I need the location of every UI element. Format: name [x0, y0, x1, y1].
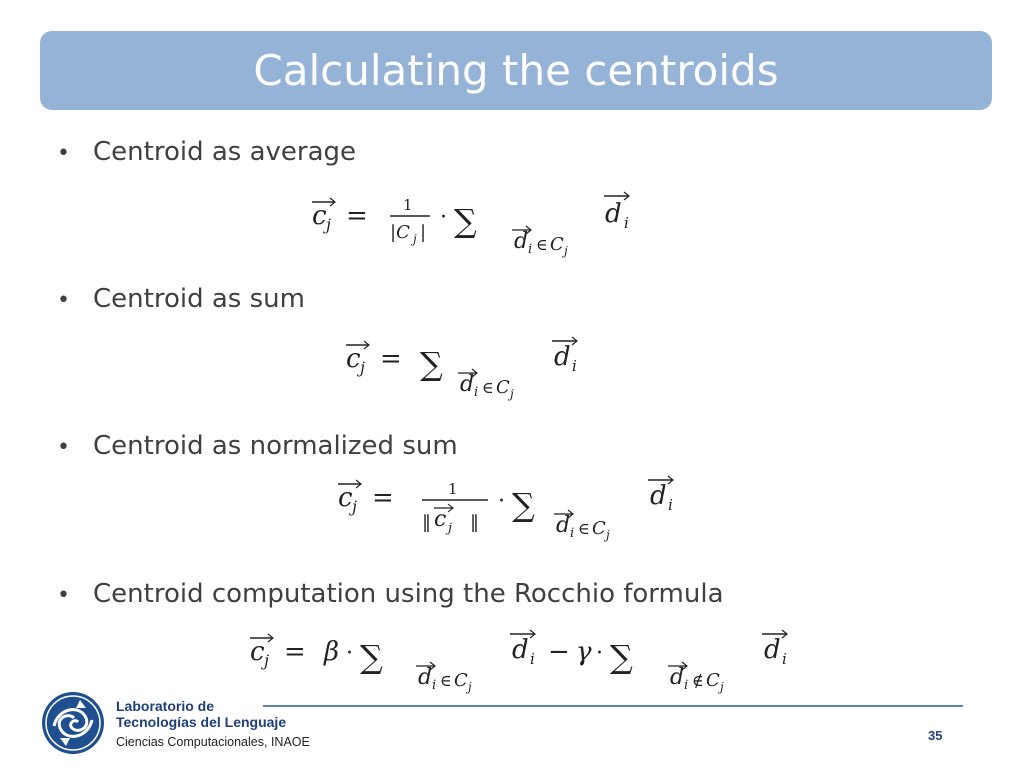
svg-text:j: j [720, 680, 724, 694]
svg-text:‖: ‖ [422, 512, 431, 533]
bullet-centroid-normalized-sum [57, 431, 458, 461]
bullet-text: Centroid as average [93, 137, 357, 167]
svg-text:c: c [250, 637, 265, 667]
bullet-centroid-sum [57, 284, 305, 314]
svg-text:|: | [420, 222, 427, 243]
svg-text:d: d [418, 665, 433, 690]
svg-text:=: = [284, 637, 306, 667]
svg-text:c: c [312, 201, 327, 231]
lab-name [116, 698, 286, 730]
svg-text:j: j [448, 521, 453, 536]
svg-text:∑: ∑ [420, 345, 443, 383]
svg-text:i: i [572, 357, 577, 375]
svg-text:d: d [460, 372, 475, 397]
svg-text:j: j [352, 497, 357, 516]
svg-text:i: i [474, 385, 479, 400]
svg-text:β: β [324, 637, 340, 667]
svg-text:i: i [528, 242, 533, 257]
svg-text:∑: ∑ [610, 638, 633, 676]
svg-text:C: C [706, 670, 720, 691]
svg-text:j: j [606, 528, 610, 542]
svg-text:j: j [468, 680, 472, 694]
slide-title: Calculating the centroids [253, 46, 779, 95]
bullet-rocchio [57, 579, 724, 609]
svg-text:c: c [338, 483, 353, 513]
lab-name-line2: Tecnologías del Lenguaje [116, 714, 287, 730]
footer-divider [263, 705, 963, 707]
svg-text:‖: ‖ [470, 512, 479, 533]
svg-text:j: j [264, 651, 269, 670]
svg-text:j: j [326, 215, 331, 234]
svg-text:i: i [624, 214, 629, 232]
svg-text:d: d [650, 481, 667, 511]
svg-text:j: j [510, 387, 514, 401]
svg-text:j: j [360, 358, 365, 377]
svg-text:C: C [496, 377, 510, 398]
svg-text:i: i [782, 650, 787, 668]
svg-text:i: i [432, 678, 437, 693]
svg-text:∉: ∉ [692, 671, 704, 690]
bullet-dot: • [57, 583, 70, 608]
svg-text:c: c [434, 507, 447, 532]
bullet-dot: • [57, 141, 70, 166]
svg-text:i: i [530, 650, 535, 668]
svg-text:i: i [684, 678, 689, 693]
svg-text:·: · [440, 205, 447, 230]
page-number: 35 [928, 728, 943, 743]
institution-name: Ciencias Computacionales, INAOE [116, 735, 310, 749]
svg-text:∑: ∑ [360, 638, 383, 676]
svg-text:i: i [668, 496, 673, 514]
svg-text:∑: ∑ [512, 486, 535, 524]
svg-text:1: 1 [448, 480, 458, 498]
svg-text:C: C [592, 518, 606, 539]
svg-text:d: d [512, 635, 529, 665]
title-bar [40, 31, 992, 110]
svg-text:=: = [372, 483, 394, 513]
svg-text:c: c [346, 344, 361, 374]
svg-text:∈: ∈ [536, 235, 548, 254]
bullet-text: Centroid as normalized sum [93, 431, 458, 461]
svg-text:∑: ∑ [454, 202, 477, 240]
lab-logo-icon [40, 690, 106, 756]
svg-text:i: i [570, 526, 575, 541]
svg-text:−: − [548, 637, 570, 667]
bullet-dot: • [57, 435, 70, 460]
svg-text:C: C [454, 670, 468, 691]
svg-text:∈: ∈ [578, 519, 590, 538]
svg-text:C: C [550, 234, 564, 255]
bullet-text: Centroid computation using the Rocchio formula [93, 579, 724, 609]
svg-text:∈: ∈ [482, 378, 494, 397]
bullet-centroid-average [57, 137, 356, 167]
bullet-dot: • [57, 288, 70, 313]
formula-centroid-sum [346, 335, 596, 403]
svg-text:d: d [556, 513, 571, 538]
svg-text:d: d [514, 229, 529, 254]
svg-text:|C: |C [390, 222, 410, 243]
svg-text:∈: ∈ [440, 671, 452, 690]
svg-text:j: j [564, 244, 568, 258]
formula-centroid-average [312, 188, 642, 260]
svg-text:=: = [380, 344, 402, 374]
svg-text:·: · [346, 641, 353, 666]
svg-text:d: d [670, 665, 685, 690]
formula-rocchio [250, 624, 810, 696]
svg-text:1: 1 [403, 196, 413, 214]
lab-name-line1: Laboratorio de [116, 698, 215, 714]
svg-text:·: · [498, 489, 505, 514]
svg-text:d: d [554, 342, 571, 372]
svg-text:d: d [605, 199, 622, 229]
formula-centroid-normalized-sum [338, 472, 688, 544]
svg-text:d: d [764, 635, 781, 665]
svg-text:=: = [346, 201, 368, 231]
svg-text:j: j [413, 232, 417, 246]
svg-text:γ: γ [576, 637, 592, 667]
svg-text:·: · [596, 641, 603, 666]
bullet-text: Centroid as sum [93, 284, 305, 314]
